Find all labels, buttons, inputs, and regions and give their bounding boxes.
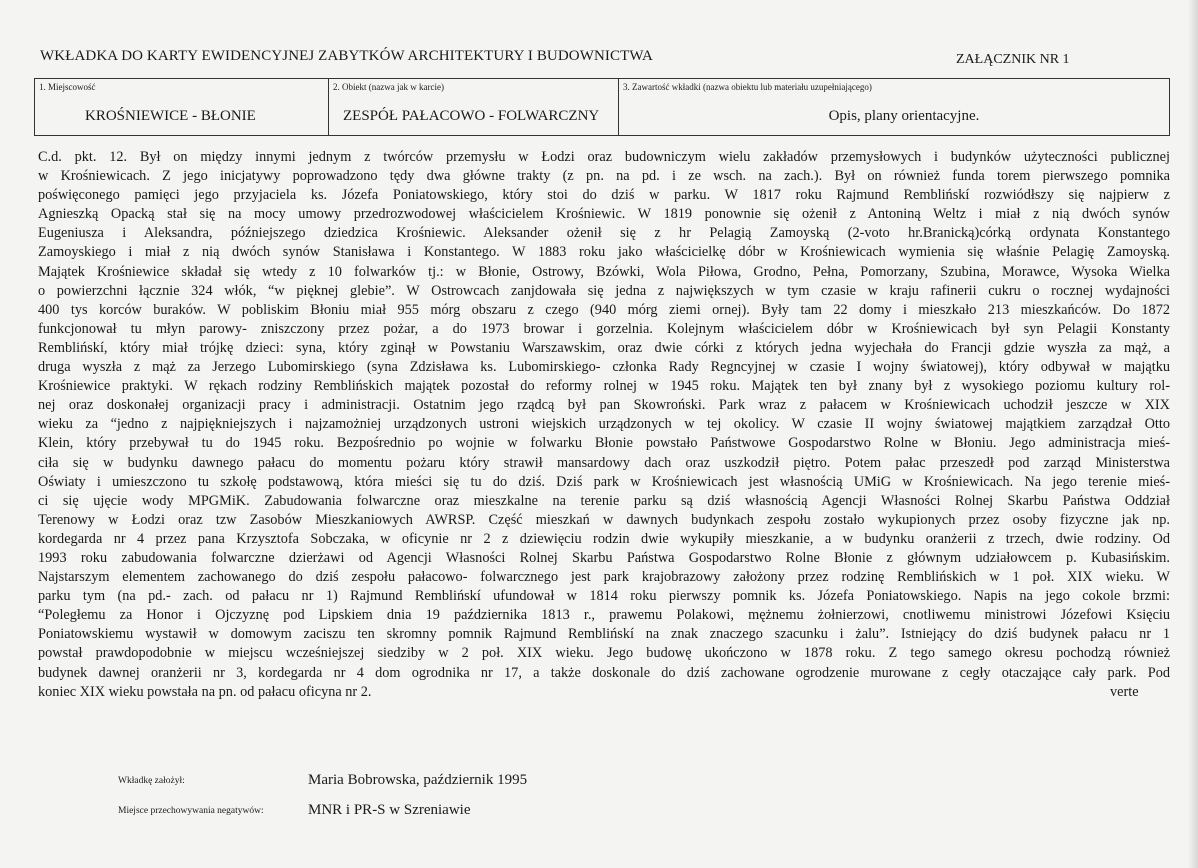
text-line: ci się ujęcie wody MPGMiK. Zabudowania folwarczne oraz mieszkalne na terenie parku są dziś własnością Agencji Własności Rolnej Skarbu Państwa Oddział xyxy=(38,492,1170,509)
field-value-object: ZESPÓŁ PAŁACOWO - FOLWARCZNY xyxy=(329,97,619,135)
verte-note: verte xyxy=(1110,683,1139,700)
text-line: druga wyszła z mąż za Jerzego Lubomirskiego (syna Zdzisława ks. Lubomirskiego- członka Rady Regncyjnej w czasie I wojny światowej), który odbywał w majątku xyxy=(38,359,1170,376)
text-line: Najstarszym elementem zachowanego do dziś zespołu pałacowo- folwarcznego jest park krajobrazowy założony przez rodzinę Remblińskich w 1 poł. XIX wieku. W xyxy=(38,569,1170,586)
storage-label: Miejsce przechowywania negatywów: xyxy=(118,805,264,816)
footer-founder xyxy=(118,772,527,789)
field-value-contents: Opis, plany orientacyjne. xyxy=(828,108,980,124)
text-line: Remblińskí, który miał trójkę dzieci: syna, który zginął w Powstaniu Warszawskim, oraz dwie córki z których jedna wyjechała do Francji gdzie wyszła za mąż, a xyxy=(38,339,1170,356)
text-line: w Krośniewicach. Z jego inicjatywy poprowadzono tędy dwa główne trakty (z pn. na pd. i ze wsch. na zach.). Był on również funda torem pierwszego pomnika xyxy=(38,168,1170,185)
text-line: Poniatowskiemu wystawił w domowym zaciszu ten skromny pomnik Rajmund Remblińskí na znak znaczego szacunku i żalu”. Istniejący do dziś budynek pałacu nr 1 xyxy=(38,626,1170,643)
footer-storage xyxy=(118,802,471,819)
text-line: poświęconego pamięci jego przyjaciela ks. Józefa Poniatowskiego, który stoi do dziś w parku. W 1817 roku Rajmund Remblińskí rozwiódłszy się najpierw z xyxy=(38,187,1170,204)
annex-number: ZAŁĄCZNIK NR 1 xyxy=(956,52,1070,67)
text-line: “Poległemu za Honor i Ojczyznę pod Lipskiem dnia 19 października 1813 r., prawemu Polakowi, mężnemu żołnierzowi, cnotliwemu ministrowi Józefowi Księciu xyxy=(38,607,1170,624)
text-line: Oświaty i umieszczono tu szkołę podstawową, która mieści się tu do dziś. Dziś park w Krośniewicach jest własnością UMiG w Krośniewicach. Na jego terenie mieś- xyxy=(38,473,1170,490)
fields-table xyxy=(34,78,1170,136)
text-line: C.d. pkt. 12. Był on między innymi jednym z twórców przemysłu w Łodzi oraz budowniczym wielu zakładów przemysłowych i budynków użyteczności publicznej xyxy=(38,149,1170,165)
text-line: parku tym (na pd.- zach. od pałacu nr 1) Rajmund Remblińskí ufundował w 1814 roku pierwszy pomnik ks. Józefa Poniatowskiego. Napis na jego cokole brzmi: xyxy=(38,588,1170,605)
text-line: wieku za “jedno z najpiękniejszych i najzamożniej urządzonych ustroni wiejskich urządzonych w tej okolicy. W czasie II wojny światowej majątkiem zarządzał Otto xyxy=(38,416,1170,433)
field-label-object: 2. Obiekt (nazwa jak w karcie) xyxy=(329,79,619,97)
text-line: nej oraz doskonałej organizacji pracy i administracji. Ostatnim jego rządcą był pan Skowroński. Park wraz z pałacem w Krośniewicach uchodził jeszcze w XIX xyxy=(38,397,1170,414)
text-line: budynek dawnej oranżerii nr 3, kordegarda nr 4 dom ogrodnika nr 17, a także doskonale do dziś zachowane ogrodzenie murowane z cegły otaczające cały park. Pod xyxy=(38,664,1170,681)
founder-value: Maria Bobrowska, październik 1995 xyxy=(308,772,528,789)
text-line: 400 tys korców buraków. W pobliskim Błoniu miał 955 mórg obszaru z czego (940 mórg ziemi ornej). Były tam 22 domy i mieszkało 213 mieszkańców. Do 1872 xyxy=(38,301,1170,318)
founder-label: Wkładkę założył: xyxy=(118,775,185,786)
text-line: Terenowy w Łodzi oraz tzw Zasobów Mieszkaniowych AWRSP. Część mieszkań w dawnych budynkach zespołu zostało wykupionych przez osoby fizyczne jak np. xyxy=(38,511,1170,528)
text-line: kordegarda nr 4 przez pana Krzysztofa Sobczaka, w oficynie nr 2 z dziewięciu rodzin dwie wykupiły mieszkanie, a w budynku oranżerii z trzech, dwie rodziny. Od xyxy=(38,530,1170,547)
field-label-contents: 3. Zawartość wkładki (nazwa obiektu lub materiału uzupełniającego) xyxy=(623,82,872,92)
page-edge-shadow xyxy=(1188,0,1198,868)
description-text xyxy=(38,148,1170,702)
text-line: o powierzchni łącznie 324 włók, “w pięknej glebie”. W Ostrowcach zanjdowała się jedna z największych w tym czasie w kraju rafinerii cukru o rocznej wydajności xyxy=(38,282,1170,299)
text-line: powstał prawdopodobnie w miejscu wcześniejszej siedziby w 2 poł. XIX wieku. Jego budowę ukończono w 1878 roku. Z tego samego okresu pochodzą również xyxy=(38,645,1170,662)
text-line: 1993 roku zabudowania folwarczne dzierżawi od Agencji Własności Rolnej Skarbu Państwa Gospodarstwo Rolne Błonie z głównym udziałowcem p. Kubasińskim. xyxy=(38,549,1170,566)
storage-value: MNR i PR-S w Szreniawie xyxy=(308,802,471,819)
text-line: funkcjonował tu młyn parowy- zniszczony przez pożar, a do 1973 browar i gorzelnia. Kolejnym właścicielem dóbr w Krośniewicach był syn Pelagii Konstanty xyxy=(38,320,1170,337)
text-line: koniec XIX wieku powstała na pn. od pałacu oficyna nr 2. verte xyxy=(38,683,1170,702)
text-line: Majątek Krośniewice składał się wtedy z 10 folwarków tj.: w Błonie, Ostrowy, Bzówki, Wola Piłowa, Grodno, Pełna, Pomorzany, Szubina, Morawce, Wysoka Wielka xyxy=(38,263,1170,280)
text-line: ciła się w budynku dawnego pałacu do momentu pożaru który strawił mansardowy dach oraz uszkodził piętro. Potem pałac przeszedł pod zarząd Ministerstwa xyxy=(38,454,1170,471)
field-value-locality: KROŚNIEWICE - BŁONIE xyxy=(35,97,329,135)
field-label-locality: 1. Miejscowość xyxy=(35,79,329,97)
text-line: Agnieszką Opacką stał się na mocy umowy przedrozwodowej właścicielem Krośniewic. W 1819 ponownie się ożenił z Antoniną Weltz i miał z nią dwóch synów xyxy=(38,206,1170,223)
text-line: Eugeniusza i Aleksandra, późniejszego dziedzica Krośniewic. Aleksander ożenił się z hr Pelagią Zamoyską (2-voto hr.Branicką)córką ordynata Konstantego xyxy=(38,225,1170,242)
text-line: Zamoyskiego i miał z nią dwóch synów Stanisława i Konstantego. W 1883 roku jako właścicielkę dóbr w Krośniewicach wymienia się właśnie Pelagię Zamoyską. xyxy=(38,244,1170,261)
text-line: Klein, który przebywał tu do 1945 roku. Bezpośrednio po wojnie w folwarku Błonie powstało Państwowe Gospodarstwo Rolne w Błoniu. Jego administracja mieś- xyxy=(38,435,1170,452)
text-line: Krośniewice praktyki. W rękach rodziny Remblińskich majątek pozostał do reformy rolnej w 1945 roku. Majątek ten był znany był z wysokiego poziomu kultury rol- xyxy=(38,378,1170,395)
form-title: WKŁADKA DO KARTY EWIDENCYJNEJ ZABYTKÓW ARCHITEKTURY I BUDOWNICTWA xyxy=(40,48,653,64)
